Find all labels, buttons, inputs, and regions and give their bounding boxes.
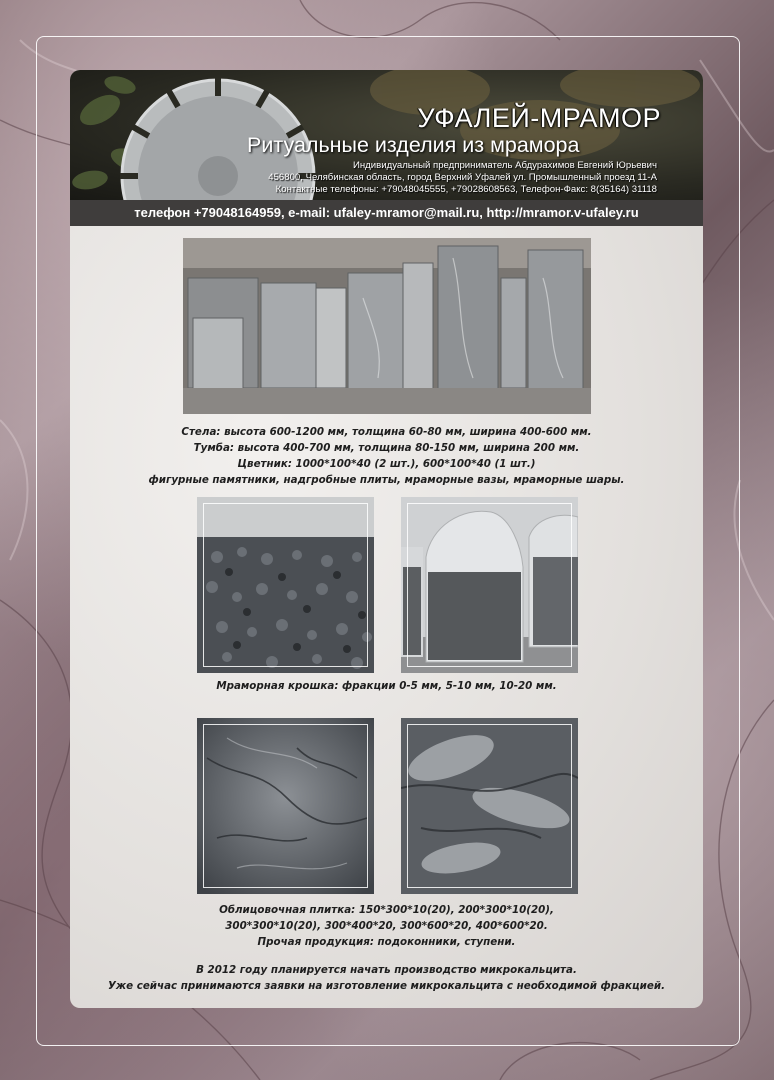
- monuments-caption: [70, 424, 703, 488]
- crumb-photo: [197, 497, 374, 673]
- bags-photo: [401, 497, 578, 673]
- brand-name: УФАЛЕЙ-МРАМОР: [417, 103, 661, 133]
- tile-photo-1: [197, 718, 374, 894]
- owner-text: Индивидуальный предприниматель Абдурахимов Евгений Юрьевич: [352, 160, 657, 171]
- plans-caption: [70, 962, 703, 994]
- caption-line: Уже сейчас принимаются заявки на изготовление микрокальцита с необходимой фракцией.: [107, 980, 666, 992]
- crumb-caption: [70, 678, 703, 694]
- photo-inner-frame: [407, 503, 572, 667]
- address-text: 456800, Челябинская область, город Верхний Уфалей ул. Промышленный проезд 11-А: [268, 172, 657, 184]
- tagline: Ритуальные изделия из мрамора: [247, 133, 580, 157]
- caption-line: Цветник: 1000*100*40 (2 шт.), 600*100*40 (1 шт.): [237, 458, 536, 470]
- caption-line: фигурные памятники, надгробные плиты, мраморные вазы, мраморные шары.: [148, 474, 625, 486]
- header-banner: [70, 70, 703, 200]
- photo-inner-frame: [203, 724, 368, 888]
- content-panel: [70, 70, 703, 1008]
- caption-line: 300*300*10(20), 300*400*20, 300*600*20, 400*600*20.: [225, 920, 548, 932]
- caption-line: Тумба: высота 400-700 мм, толщина 80-150 мм, ширина 200 мм.: [193, 442, 580, 454]
- caption-line: Прочая продукция: подоконники, ступени.: [257, 936, 516, 948]
- photo-inner-frame: [407, 724, 572, 888]
- tiles-caption: [70, 902, 703, 950]
- tile-photo-2: [401, 718, 578, 894]
- caption-line: В 2012 году планируется начать производство микрокальцита.: [196, 964, 577, 976]
- phones-text: Контактные телефоны: +79048045555, +79028608563, Телефон-Факс: 8(35164) 31118: [275, 184, 657, 196]
- caption-line: Стела: высота 600-1200 мм, толщина 60-80 мм, ширина 400-600 мм.: [181, 426, 592, 438]
- caption-line: Мраморная крошка: фракции 0-5 мм, 5-10 мм, 10-20 мм.: [216, 680, 557, 692]
- photo-inner-frame: [203, 503, 368, 667]
- caption-line: Облицовочная плитка: 150*300*10(20), 200*300*10(20),: [219, 904, 554, 916]
- monuments-photo: [183, 238, 591, 414]
- contact-block: [217, 160, 657, 197]
- contact-bar: телефон +79048164959, e-mail: ufaley-mramor@mail.ru, http://mramor.v-ufaley.ru: [70, 200, 703, 226]
